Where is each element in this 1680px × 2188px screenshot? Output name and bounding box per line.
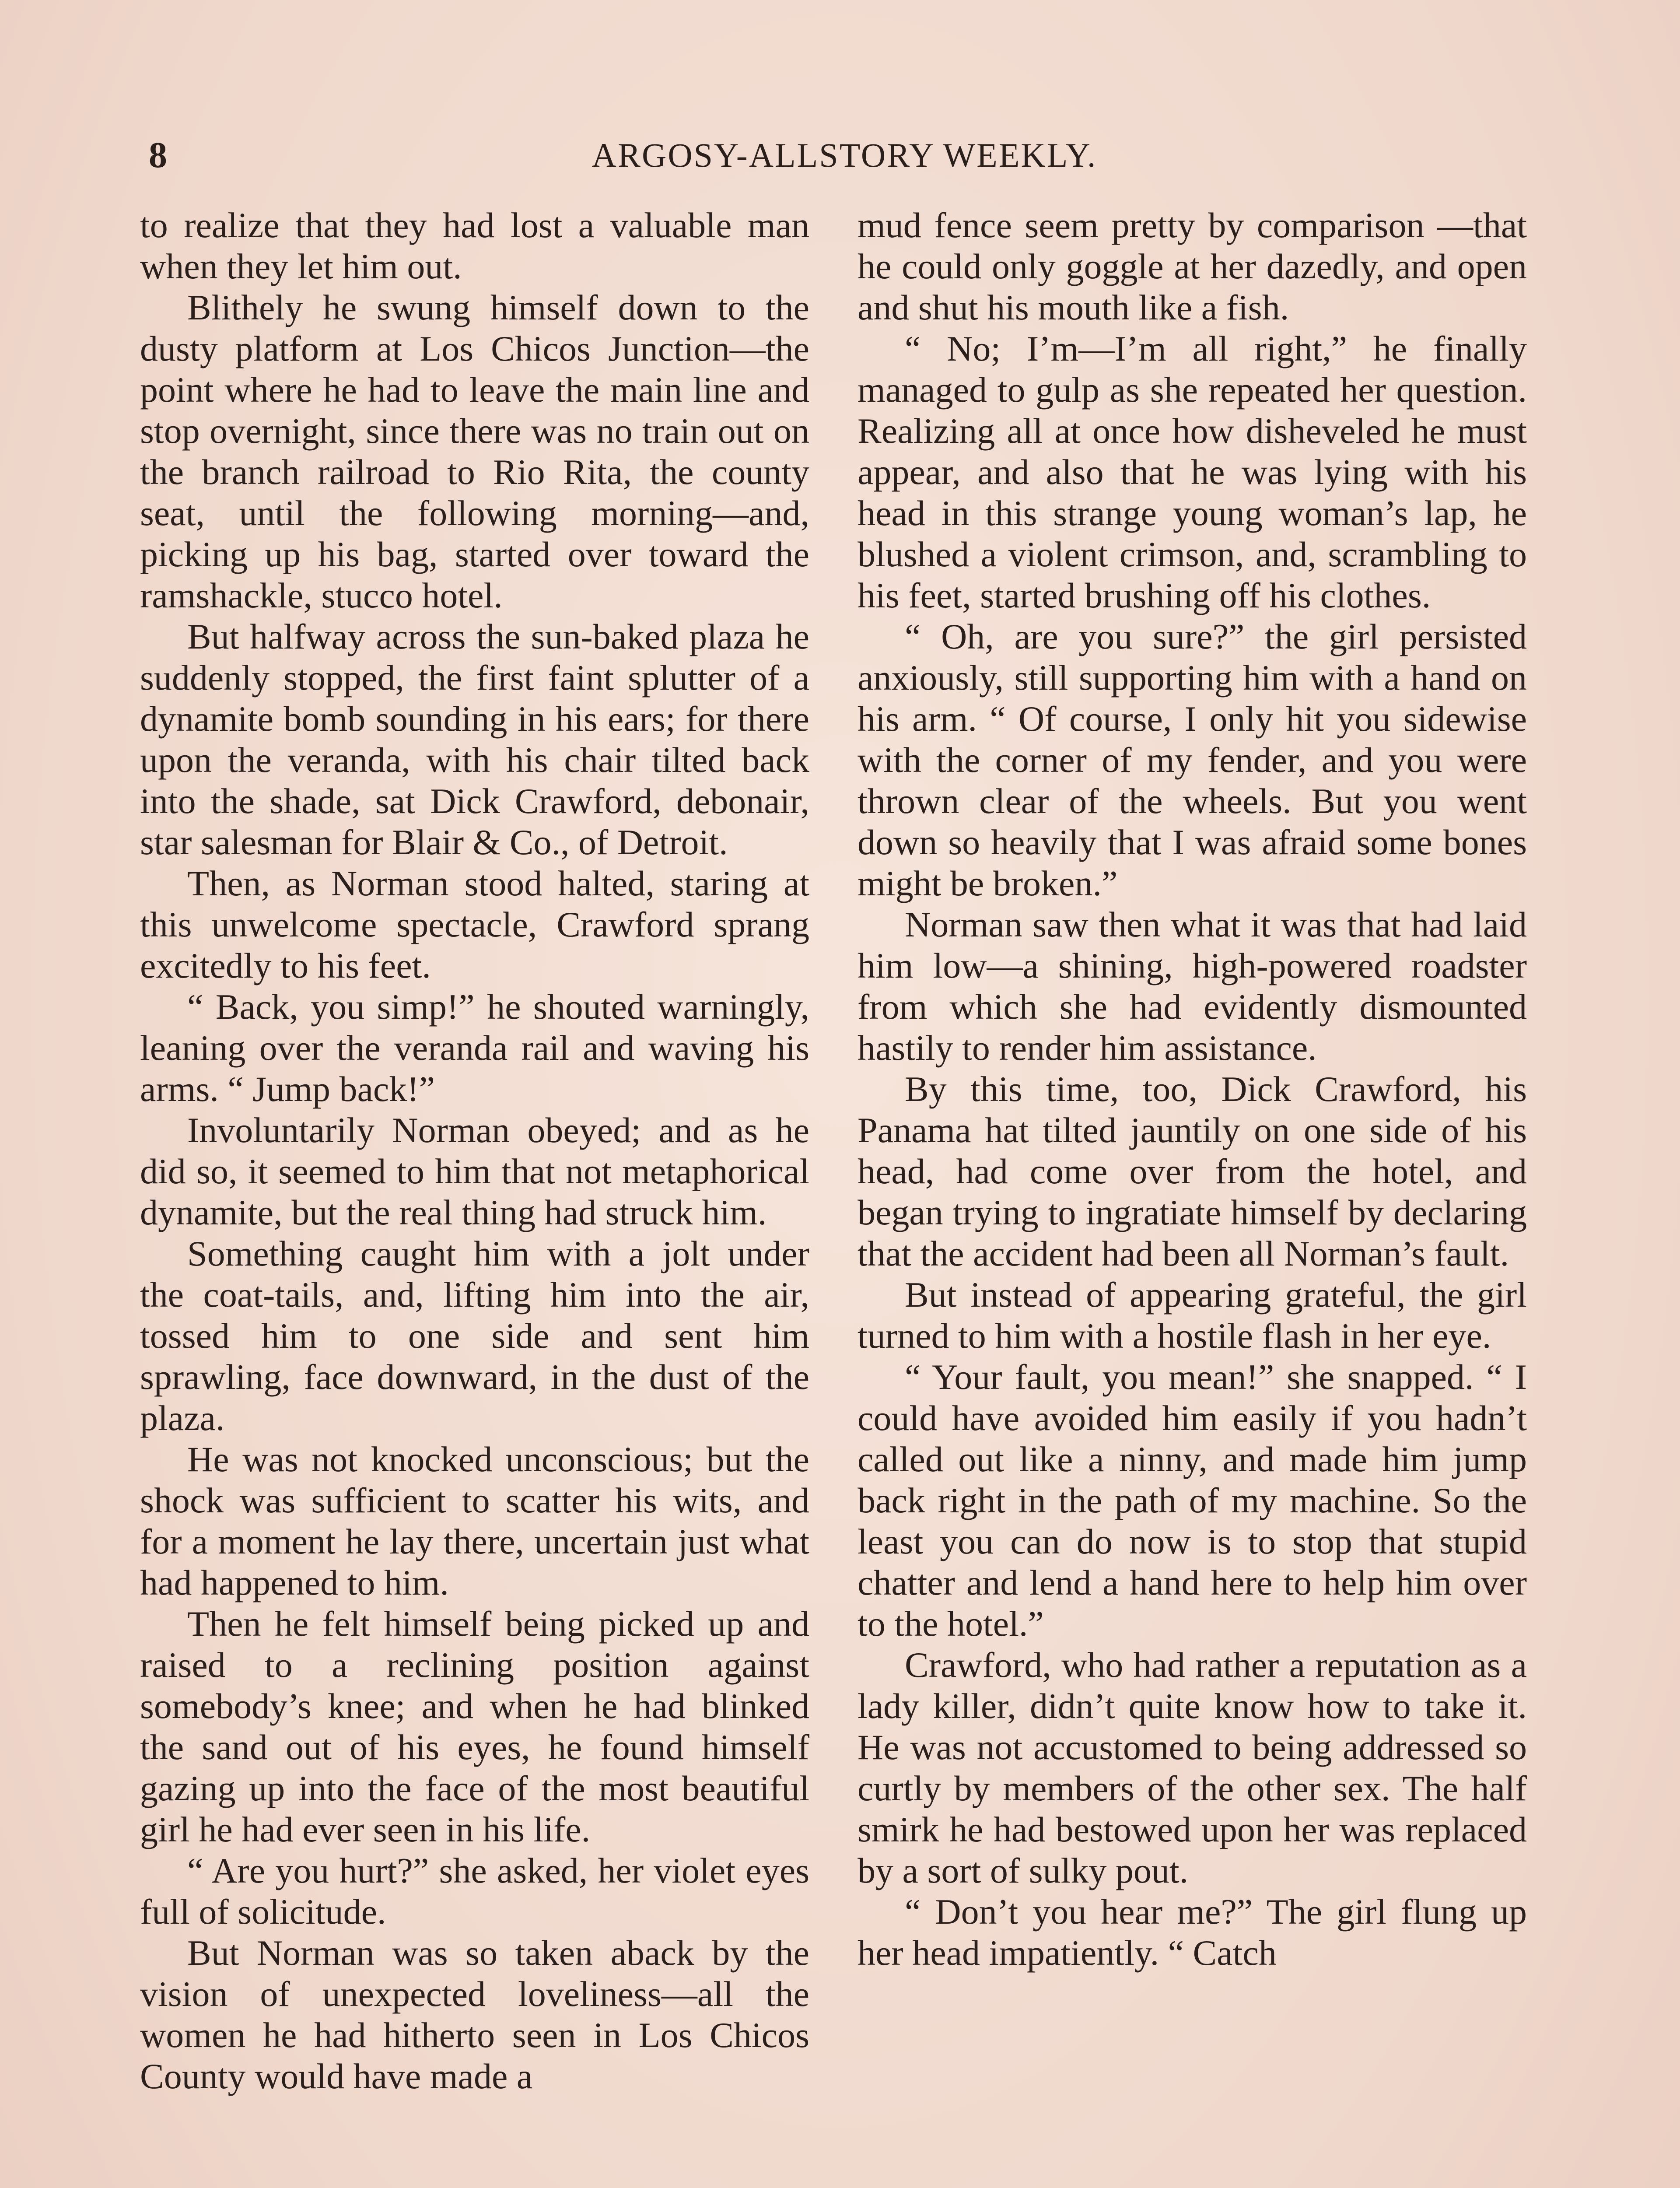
paragraph: But instead of appearing grateful, the girl turned to him with a hostile flash in her eye. xyxy=(858,1275,1527,1356)
paragraph: mud fence seem pretty by comparison —that he could only goggle at her dazedly, and open and shut his mouth like a fish. xyxy=(858,205,1527,327)
paragraph: “ No; I’m—I’m all right,” he finally managed to gulp as she repeated her question. Realizing all at once how disheveled he must appear, and also that he was lying with his head in this strange young woman’s lap, he blushed a violent crimson, and, scrambling to his feet, started brushing off his clothes. xyxy=(858,329,1527,615)
paragraph: But Norman was so taken aback by the vision of unexpected loveliness—all the women he had hitherto seen in Los Chicos County would have made a xyxy=(140,1933,809,2096)
paragraph: Norman saw then what it was that had laid him low—a shining, high-powered roadster from which she had evidently dismounted hastily to render him assistance. xyxy=(858,905,1527,1068)
paragraph: Involuntarily Norman obeyed; and as he did so, it seemed to him that not metaphorical dynamite, but the real thing had struck him. xyxy=(140,1110,809,1232)
paragraph: Then he felt himself being picked up and raised to a reclining position against somebody’s knee; and when he had blinked the sand out of his eyes, he found himself gazing up into the face of the most beautiful girl he had ever seen in his life. xyxy=(140,1604,809,1849)
paragraph: “ Don’t you hear me?” The girl flung up her head impatiently. “ Catch xyxy=(858,1892,1527,1973)
running-head: ARGOSY-ALLSTORY WEEKLY. xyxy=(592,136,1097,174)
paragraph: Blithely he swung himself down to the dusty platform at Los Chicos Junction—the point where he had to leave the main line and stop overnight, since there was no train out on the branch railroad to Rio Rita, the county seat, until the following morning—and, picking up his bag, started over toward the ramshackle, stucco hotel. xyxy=(140,288,809,615)
paragraph: Crawford, who had rather a reputation as a lady killer, didn’t quite know how to take it. He was not accustomed to being addressed so curtly by members of the other sex. The half smirk he had bestowed upon her was replaced by a sort of sulky pout. xyxy=(858,1645,1527,1890)
paragraph: But halfway across the sun-baked plaza he suddenly stopped, the first faint splutter of a dynamite bomb sounding in his ears; for there upon the veranda, with his chair tilted back into the shade, sat Dick Crawford, debonair, star salesman for Blair & Co., of Detroit. xyxy=(140,617,809,862)
paragraph: “ Your fault, you mean!” she snapped. “ I could have avoided him easily if you hadn’t called out like a ninny, and made him jump back right in the path of my machine. So the least you can do now is to stop that stupid chatter and lend a hand here to help him over to the hotel.” xyxy=(858,1357,1527,1644)
paragraph: “ Oh, are you sure?” the girl persisted anxiously, still supporting him with a hand on his arm. “ Of course, I only hit you sidewise with the corner of my fender, and you were thrown clear of the wheels. But you went down so heavily that I was afraid some bones might be broken.” xyxy=(858,617,1527,903)
right-column xyxy=(858,205,1527,2188)
left-column xyxy=(140,205,809,2188)
paragraph: “ Back, you simp!” he shouted warningly, leaning over the veranda rail and waving his arms. “ Jump back!” xyxy=(140,987,809,1109)
page-number: 8 xyxy=(149,135,167,175)
paragraph: to realize that they had lost a valuable man when they let him out. xyxy=(140,205,809,286)
paragraph: He was not knocked unconscious; but the shock was sufficient to scatter his wits, and for a moment he lay there, uncertain just what had happened to him. xyxy=(140,1439,809,1602)
paragraph: Something caught him with a jolt under the coat-tails, and, lifting him into the air, tossed him to one side and sent him sprawling, face downward, in the dust of the plaza. xyxy=(140,1234,809,1438)
paragraph: “ Are you hurt?” she asked, her violet eyes full of solicitude. xyxy=(140,1851,809,1932)
page-header xyxy=(140,131,1549,179)
paragraph: Then, as Norman stood halted, staring at this unwelcome spectacle, Crawford sprang excitedly to his feet. xyxy=(140,863,809,985)
paragraph: By this time, too, Dick Crawford, his Panama hat tilted jauntily on one side of his head, had come over from the hotel, and began trying to ingratiate himself by declaring that the accident had been all Norman’s fault. xyxy=(858,1069,1527,1273)
